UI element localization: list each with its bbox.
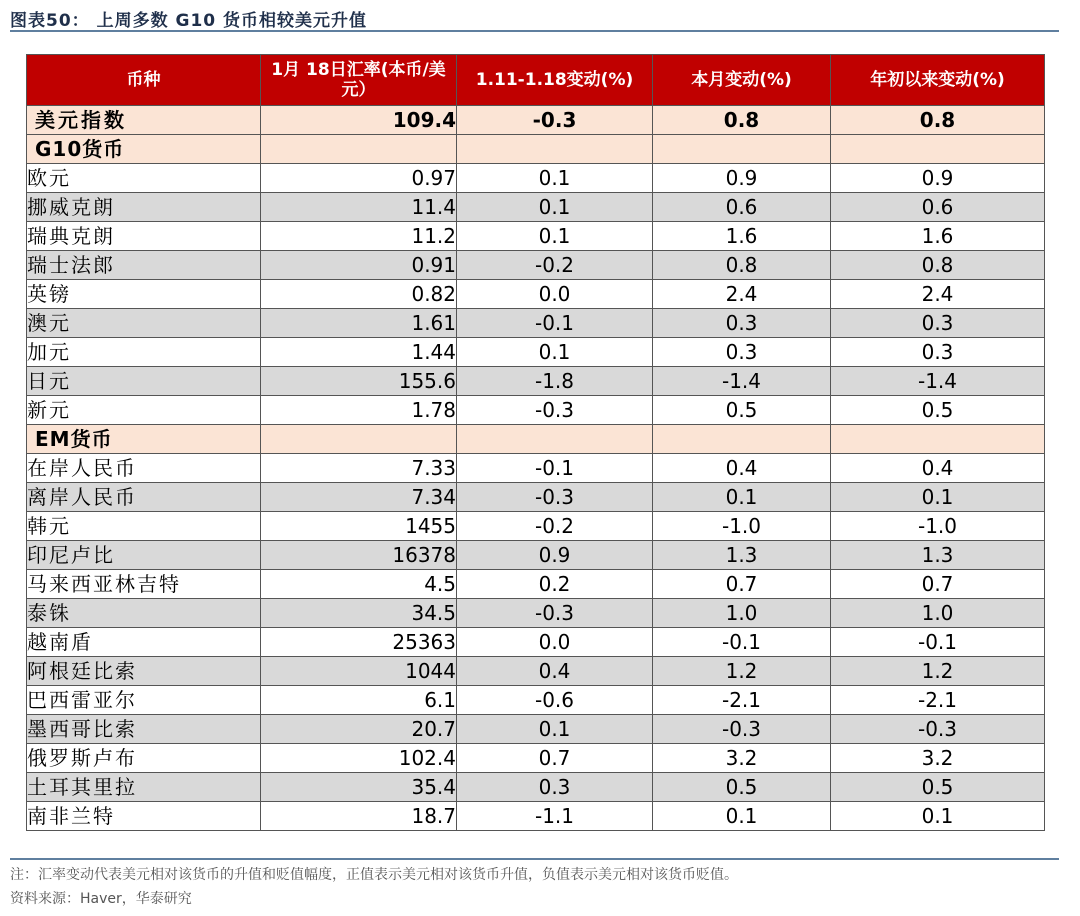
cell-rate: 1.61 (261, 309, 457, 338)
cell-month-change: 0.5 (653, 773, 831, 802)
cell-weekly-change: 0.0 (457, 280, 653, 309)
cell-weekly-change: -0.3 (457, 106, 653, 135)
table-row (27, 744, 1045, 773)
cell-ytd-change: 0.3 (831, 309, 1045, 338)
table-row (27, 396, 1045, 425)
cell-currency: 在岸人民币 (27, 454, 261, 483)
table-row (27, 280, 1045, 309)
cell-ytd-change: 0.1 (831, 802, 1045, 831)
cell-rate: 109.4 (261, 106, 457, 135)
header-rate: 1月 18日汇率(本币/美元） (261, 55, 457, 106)
cell-ytd-change: -0.3 (831, 715, 1045, 744)
table-body (27, 106, 1045, 831)
cell-weekly-change: 0.9 (457, 541, 653, 570)
cell-rate: 0.91 (261, 251, 457, 280)
header-weekly-change: 1.11-1.18变动(%) (457, 55, 653, 106)
cell-weekly-change: -0.6 (457, 686, 653, 715)
cell-ytd-change: 0.5 (831, 773, 1045, 802)
cell-rate (261, 425, 457, 454)
cell-currency: 挪威克朗 (27, 193, 261, 222)
cell-weekly-change: 0.1 (457, 715, 653, 744)
table-row (27, 454, 1045, 483)
cell-ytd-change: 1.0 (831, 599, 1045, 628)
cell-month-change: -1.4 (653, 367, 831, 396)
table-row (27, 628, 1045, 657)
cell-currency: 印尼卢比 (27, 541, 261, 570)
cell-month-change: -1.0 (653, 512, 831, 541)
cell-weekly-change: 0.2 (457, 570, 653, 599)
table-row (27, 222, 1045, 251)
figure-title: 图表50： 上周多数 G10 货币相较美元升值 (10, 11, 368, 31)
cell-ytd-change: 0.8 (831, 251, 1045, 280)
table-row (27, 106, 1045, 135)
cell-weekly-change: -0.2 (457, 251, 653, 280)
table-row (27, 657, 1045, 686)
cell-month-change: 0.1 (653, 483, 831, 512)
cell-ytd-change: 1.3 (831, 541, 1045, 570)
cell-weekly-change: 0.1 (457, 338, 653, 367)
source-note: 资料来源：Haver，华泰研究 (10, 891, 192, 907)
cell-month-change: 0.9 (653, 164, 831, 193)
cell-month-change: 0.4 (653, 454, 831, 483)
cell-month-change: -0.3 (653, 715, 831, 744)
cell-currency: 阿根廷比索 (27, 657, 261, 686)
table-row (27, 193, 1045, 222)
cell-currency: 澳元 (27, 309, 261, 338)
cell-rate: 7.34 (261, 483, 457, 512)
cell-month-change: 0.3 (653, 338, 831, 367)
cell-currency: 马来西亚林吉特 (27, 570, 261, 599)
cell-weekly-change: 0.1 (457, 193, 653, 222)
cell-month-change: 1.2 (653, 657, 831, 686)
cell-rate: 155.6 (261, 367, 457, 396)
cell-month-change: 0.8 (653, 106, 831, 135)
cell-currency: 南非兰特 (27, 802, 261, 831)
table-row (27, 512, 1045, 541)
cell-currency: 瑞典克朗 (27, 222, 261, 251)
cell-weekly-change: -1.8 (457, 367, 653, 396)
cell-rate: 102.4 (261, 744, 457, 773)
header-row (27, 55, 1045, 106)
cell-currency: 巴西雷亚尔 (27, 686, 261, 715)
cell-month-change: 0.6 (653, 193, 831, 222)
table-row (27, 164, 1045, 193)
cell-ytd-change (831, 135, 1045, 164)
table-row (27, 483, 1045, 512)
cell-ytd-change: -0.1 (831, 628, 1045, 657)
cell-weekly-change (457, 425, 653, 454)
footer-divider (10, 858, 1059, 860)
cell-weekly-change (457, 135, 653, 164)
cell-currency: 越南盾 (27, 628, 261, 657)
table-row (27, 802, 1045, 831)
cell-weekly-change: -0.1 (457, 454, 653, 483)
cell-weekly-change: 0.1 (457, 164, 653, 193)
cell-ytd-change: -1.4 (831, 367, 1045, 396)
cell-currency: 泰铢 (27, 599, 261, 628)
cell-currency: 加元 (27, 338, 261, 367)
cell-rate: 1455 (261, 512, 457, 541)
currency-table (26, 54, 1045, 831)
table-row (27, 367, 1045, 396)
cell-ytd-change: 1.2 (831, 657, 1045, 686)
cell-weekly-change: 0.7 (457, 744, 653, 773)
cell-currency: 土耳其里拉 (27, 773, 261, 802)
cell-rate: 34.5 (261, 599, 457, 628)
cell-month-change: -0.1 (653, 628, 831, 657)
table-row (27, 686, 1045, 715)
header-ytd-change: 年初以来变动(%) (831, 55, 1045, 106)
cell-month-change: 1.6 (653, 222, 831, 251)
table-row (27, 773, 1045, 802)
cell-rate: 6.1 (261, 686, 457, 715)
cell-ytd-change: 0.3 (831, 338, 1045, 367)
cell-ytd-change: 0.8 (831, 106, 1045, 135)
cell-ytd-change: 1.6 (831, 222, 1045, 251)
cell-month-change: 2.4 (653, 280, 831, 309)
table-row (27, 309, 1045, 338)
cell-rate: 16378 (261, 541, 457, 570)
cell-weekly-change: -0.3 (457, 396, 653, 425)
cell-currency: 日元 (27, 367, 261, 396)
cell-ytd-change (831, 425, 1045, 454)
cell-ytd-change: -1.0 (831, 512, 1045, 541)
cell-month-change (653, 135, 831, 164)
cell-rate: 1.44 (261, 338, 457, 367)
cell-weekly-change: 0.0 (457, 628, 653, 657)
cell-month-change (653, 425, 831, 454)
table-row (27, 251, 1045, 280)
cell-month-change: 3.2 (653, 744, 831, 773)
cell-ytd-change: 0.1 (831, 483, 1045, 512)
cell-rate (261, 135, 457, 164)
cell-ytd-change: 0.4 (831, 454, 1045, 483)
cell-rate: 1044 (261, 657, 457, 686)
cell-rate: 11.4 (261, 193, 457, 222)
cell-month-change: 0.5 (653, 396, 831, 425)
title-divider (10, 30, 1059, 32)
cell-weekly-change: 0.4 (457, 657, 653, 686)
cell-currency: G10货币 (27, 135, 261, 164)
cell-currency: 墨西哥比索 (27, 715, 261, 744)
cell-month-change: 0.1 (653, 802, 831, 831)
cell-weekly-change: -0.2 (457, 512, 653, 541)
cell-rate: 7.33 (261, 454, 457, 483)
cell-currency: 韩元 (27, 512, 261, 541)
cell-rate: 18.7 (261, 802, 457, 831)
cell-month-change: 0.7 (653, 570, 831, 599)
section-row (27, 425, 1045, 454)
cell-currency: 美元指数 (27, 106, 261, 135)
cell-rate: 11.2 (261, 222, 457, 251)
cell-weekly-change: -1.1 (457, 802, 653, 831)
cell-rate: 4.5 (261, 570, 457, 599)
cell-month-change: 1.0 (653, 599, 831, 628)
footnote: 注：汇率变动代表美元相对该货币的升值和贬值幅度，正值表示美元相对该货币升值，负值表示美元相对该货币贬值。 (10, 867, 738, 883)
cell-rate: 0.97 (261, 164, 457, 193)
cell-ytd-change: 3.2 (831, 744, 1045, 773)
cell-month-change: 1.3 (653, 541, 831, 570)
cell-ytd-change: 0.9 (831, 164, 1045, 193)
table-row (27, 541, 1045, 570)
header-currency: 币种 (27, 55, 261, 106)
cell-weekly-change: 0.3 (457, 773, 653, 802)
cell-rate: 25363 (261, 628, 457, 657)
cell-currency: 欧元 (27, 164, 261, 193)
cell-ytd-change: -2.1 (831, 686, 1045, 715)
cell-rate: 35.4 (261, 773, 457, 802)
cell-weekly-change: 0.1 (457, 222, 653, 251)
table-row (27, 570, 1045, 599)
cell-weekly-change: -0.1 (457, 309, 653, 338)
cell-currency: 英镑 (27, 280, 261, 309)
cell-rate: 20.7 (261, 715, 457, 744)
cell-rate: 0.82 (261, 280, 457, 309)
cell-currency: EM货币 (27, 425, 261, 454)
cell-weekly-change: -0.3 (457, 483, 653, 512)
table-row (27, 715, 1045, 744)
cell-currency: 俄罗斯卢布 (27, 744, 261, 773)
cell-month-change: 0.3 (653, 309, 831, 338)
cell-month-change: 0.8 (653, 251, 831, 280)
cell-currency: 新元 (27, 396, 261, 425)
cell-ytd-change: 0.6 (831, 193, 1045, 222)
cell-currency: 离岸人民币 (27, 483, 261, 512)
cell-weekly-change: -0.3 (457, 599, 653, 628)
cell-month-change: -2.1 (653, 686, 831, 715)
header-month-change: 本月变动(%) (653, 55, 831, 106)
cell-rate: 1.78 (261, 396, 457, 425)
section-row (27, 135, 1045, 164)
cell-currency: 瑞士法郎 (27, 251, 261, 280)
cell-ytd-change: 2.4 (831, 280, 1045, 309)
cell-ytd-change: 0.5 (831, 396, 1045, 425)
table-row (27, 599, 1045, 628)
cell-ytd-change: 0.7 (831, 570, 1045, 599)
table-row (27, 338, 1045, 367)
